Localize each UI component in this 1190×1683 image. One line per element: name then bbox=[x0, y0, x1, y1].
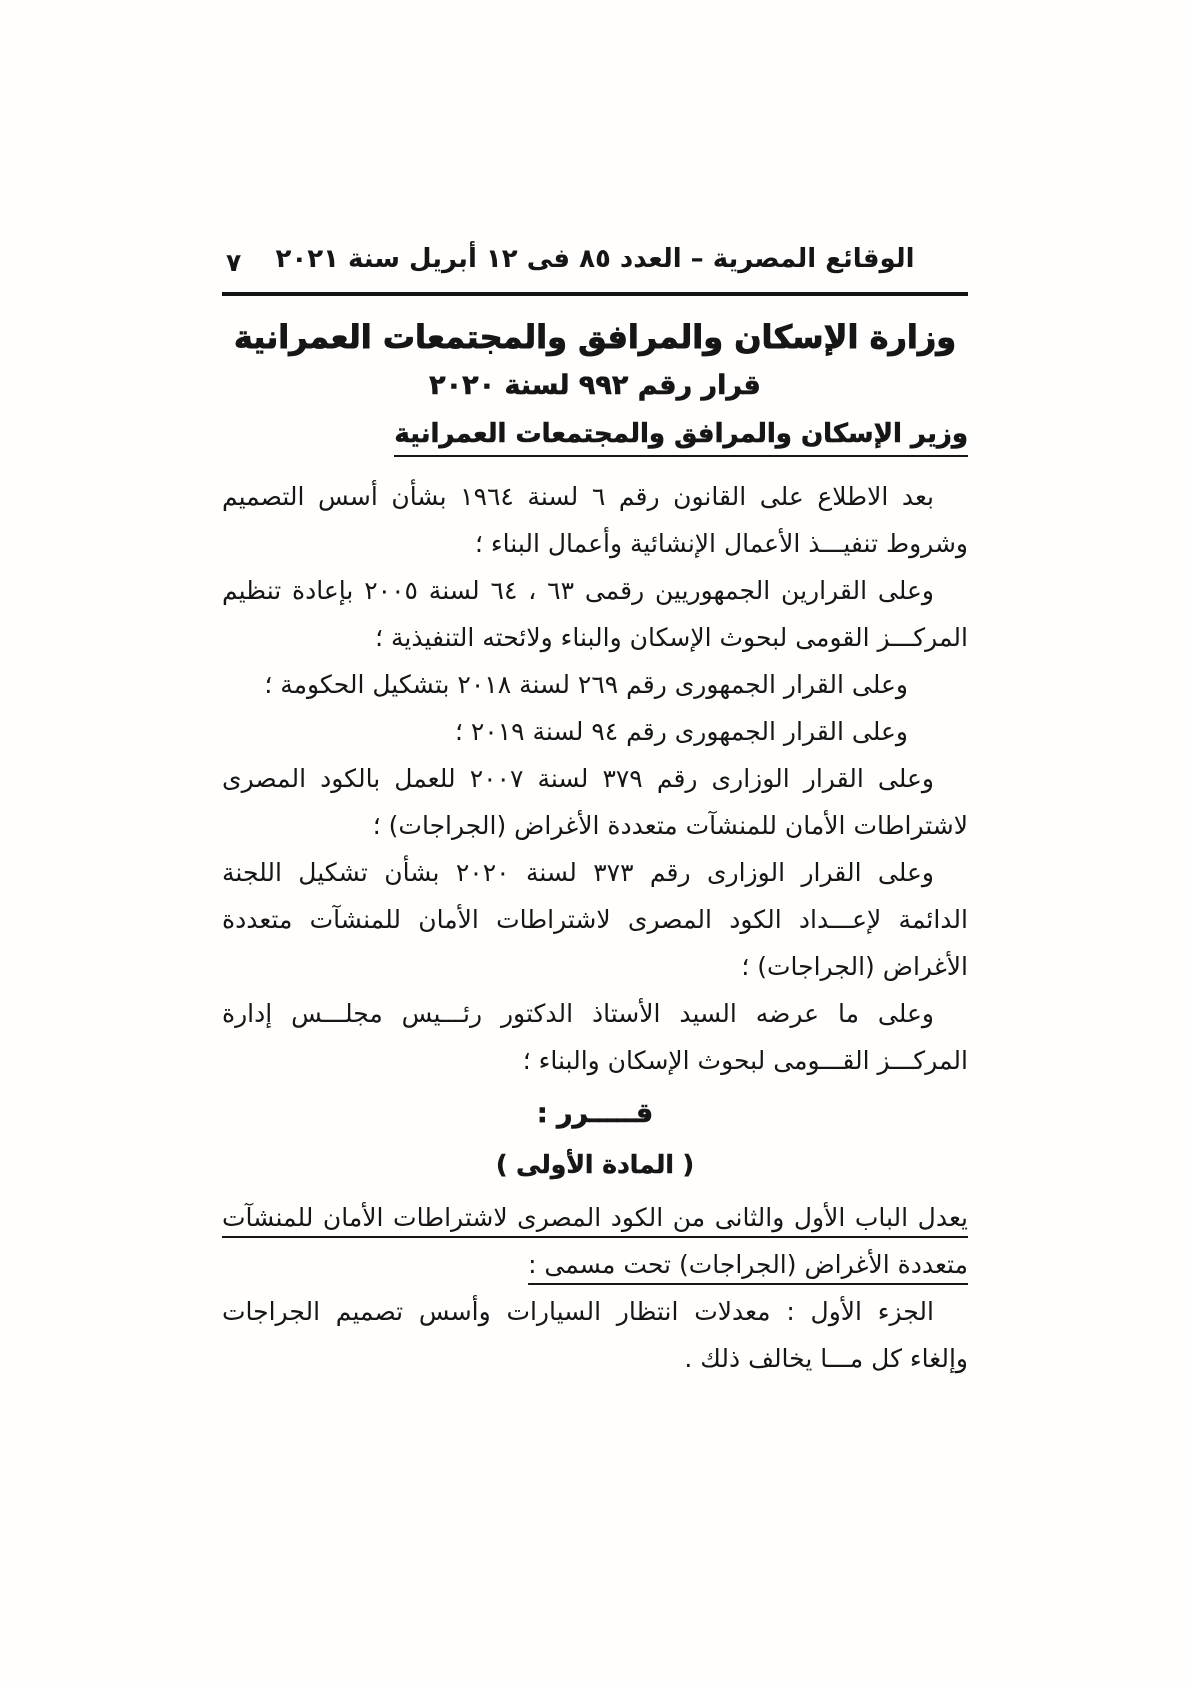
preamble-paragraph-4: وعلى القرار الجمهورى رقم ٩٤ لسنة ٢٠١٩ ؛ bbox=[454, 717, 908, 746]
gazette-header-title: الوقائع المصرية – العدد ٨٥ فى ١٢ أبريل سنة ٢٠٢١ bbox=[275, 244, 915, 274]
header-divider bbox=[222, 292, 968, 296]
page-number: ٧ bbox=[226, 248, 242, 277]
preamble-paragraph-5: وعلى القرار الوزارى رقم ٣٧٩ لسنة ٢٠٠٧ للعمل بالكود المصرى لاشتراطات الأمان للمنشآت متعددة الأغراض (الجراجات) ؛ bbox=[222, 764, 968, 840]
preamble-paragraph-1: بعد الاطلاع على القانون رقم ٦ لسنة ١٩٦٤ بشأن أسس التصميم وشروط تنفيـــذ الأعمال الإنشائية وأعمال البناء ؛ bbox=[222, 482, 968, 558]
article-one-title: ( المادة الأولى ) bbox=[495, 1150, 695, 1179]
preamble-paragraph-6: وعلى القرار الوزارى رقم ٣٧٣ لسنة ٢٠٢٠ بشأن تشكيل اللجنة الدائمة لإعـــداد الكود المصرى لاشتراطات الأمان للمنشآت متعددة الأغراض (الجراجات) ؛ bbox=[222, 858, 968, 981]
preamble-paragraph-7: وعلى ما عرضه السيد الأستاذ الدكتور رئـــيس مجلـــس إدارة المركـــز القـــومى لبحوث الإسكان والبناء ؛ bbox=[222, 999, 968, 1075]
ministry-title: وزارة الإسكان والمرافق والمجتمعات العمرانية bbox=[233, 318, 957, 356]
part-one-text: الجزء الأول : معدلات انتظار السيارات وأسس تصميم الجراجات وإلغاء كل مـــا يخالف ذلك . bbox=[222, 1297, 968, 1373]
decision-word: قـــــرر : bbox=[536, 1098, 654, 1129]
page-header bbox=[222, 244, 968, 284]
issuer-title-text: وزير الإسكان والمرافق والمجتمعات العمرانية bbox=[394, 419, 968, 457]
decree-number: قرار رقم ٩٩٢ لسنة ٢٠٢٠ bbox=[429, 370, 761, 401]
preamble-paragraph-3: وعلى القرار الجمهورى رقم ٢٦٩ لسنة ٢٠١٨ بتشكيل الحكومة ؛ bbox=[264, 670, 908, 699]
article-one-body: يعدل الباب الأول والثانى من الكود المصرى لاشتراطات الأمان للمنشآت متعددة الأغراض (الجراجات) تحت مسمى : bbox=[222, 1203, 968, 1279]
preamble-paragraph-2: وعلى القرارين الجمهوريين رقمى ٦٣ ، ٦٤ لسنة ٢٠٠٥ بإعادة تنظيم المركـــز القومى لبحوث الإسكان والبناء ولائحته التنفيذية ؛ bbox=[222, 576, 968, 652]
page-content bbox=[222, 0, 968, 1382]
issuer-title bbox=[222, 419, 968, 457]
